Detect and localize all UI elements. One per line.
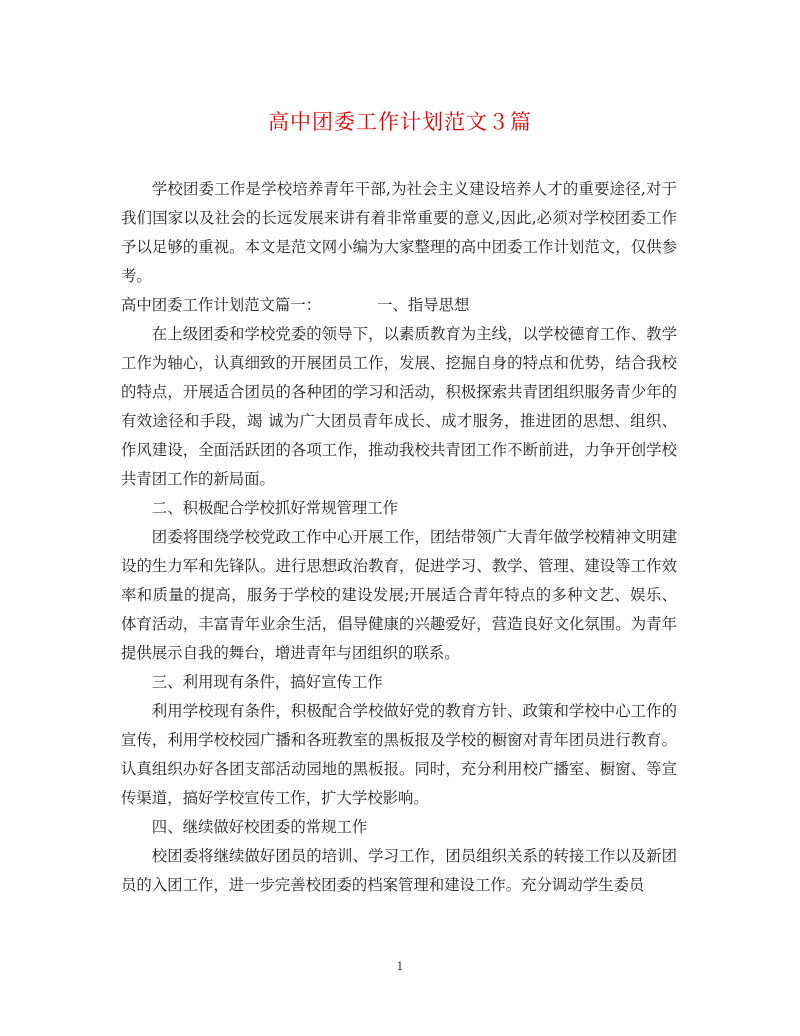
page-number: 1 [396, 960, 404, 973]
section-label: 高中团委工作计划范文篇一： [121, 296, 322, 314]
section-heading-line [121, 291, 677, 320]
paragraph-routine-management: 团委将围绕学校党政工作中心开展工作，团结带领广大青年做学校精神文明建设的生力军和先锋队。进行思想政治教育，促进学习、教学、管理、建设等工作效率和质量的提高，服务于学校的建设发展;开展适合青年特点的多种文艺、娱乐、体育活动，丰富青年业余生活，倡导健康的兴趣爱好，营造良好文化氛围。为青年提供展示自我的舞台，增进青年与团组织的联系。 [121, 528, 677, 662]
paragraph-publicity: 利用学校现有条件，积极配合学校做好党的教育方针、政策和学校中心工作的宣传，利用学校校园广播和各班教室的黑板报及学校的橱窗对青年团员进行教育。认真组织办好各团支部活动园地的黑板报。同时，充分利用校广播室、橱窗、等宣传渠道，搞好学校宣传工作，扩大学校影响。 [121, 702, 677, 807]
paragraph-regular-work: 校团委将继续做好团员的培训、学习工作，团员组织关系的转接工作以及新团员的入团工作，进一步完善校团委的档案管理和建设工作。充分调动学生委员 [121, 847, 677, 894]
heading-publicity: 三、利用现有条件，搞好宣传工作 [151, 673, 383, 691]
paragraph-guiding-ideology: 在上级团委和学校党委的领导下，以素质教育为主线，以学校德育工作、教学工作为轴心，认真细致的开展团员工作，发展、挖掘自身的特点和优势，结合我校的特点，开展适合团员的各种团的学习和活动，积极探索共青团组织服务青少年的有效途径和手段，竭 诚为广大团员青年成长、成才服务，推进团的思想、组织、作风建设，全面活跃团的各项工作，推动我校共青团工作不断前进，力争开创学校共青团工作的新局面。 [121, 325, 677, 488]
heading-routine-management: 二、积极配合学校抓好常规管理工作 [151, 499, 399, 517]
heading-regular-work: 四、继续做好校团委的常规工作 [151, 818, 368, 836]
document-title: 高中团委工作计划范文３篇 [268, 110, 532, 134]
document-body [121, 175, 677, 900]
intro-paragraph: 学校团委工作是学校培养青年干部,为社会主义建设培养人才的重要途径,对于我们国家以及社会的长远发展来讲有着非常重要的意义,因此,必须对学校团委工作予以足够的重视。本文是范文网小编为大家整理的高中团委工作计划范文，仅供参考。 [121, 180, 677, 285]
heading-guiding-ideology: 一、指导思想 [377, 296, 470, 314]
